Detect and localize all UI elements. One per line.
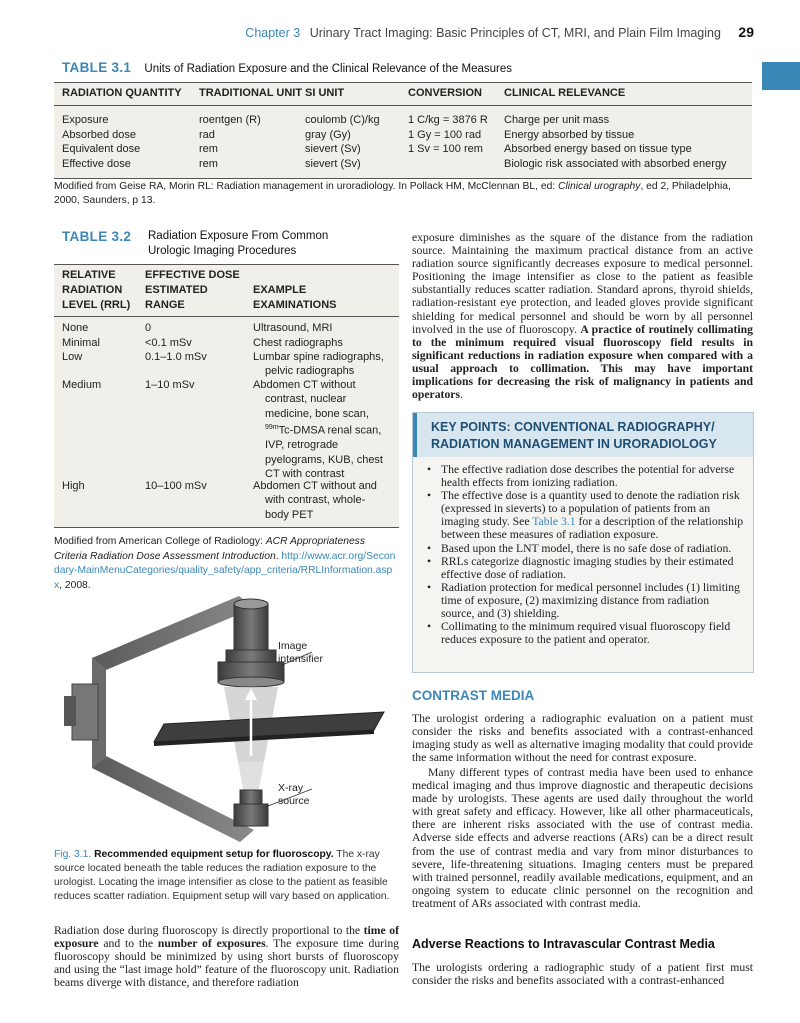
list-item: • RRLs categorize diagnostic imaging studies by their estimated effective dose of radiation. (427, 555, 745, 581)
body-paragraph (54, 924, 399, 989)
table-3-1-label: TABLE 3.1 (62, 60, 132, 75)
table-header-cell (145, 268, 240, 313)
table-3-2-label: TABLE 3.2 (62, 229, 132, 244)
table-3-2 (54, 264, 399, 528)
table-header-cell: CLINICAL RELEVANCE (504, 87, 626, 99)
table-row (54, 157, 752, 172)
table-cell: Ultrasound, MRI (253, 322, 333, 334)
table-cell: Absorbed energy based on tissue type (504, 143, 692, 156)
fluoroscopy-figure (54, 584, 399, 846)
example-line: Lumbar spine radiographs, (253, 351, 384, 363)
text-run: . (460, 388, 463, 402)
table-cell: coulomb (C)/kg (305, 114, 380, 126)
table-cell: Equivalent dose (62, 143, 141, 156)
key-points-heading (413, 413, 753, 457)
footnote-text: Modified from Geise RA, Morin RL: Radiation management in uroradiology. In Pollack HM, McClennan BL, ed: (54, 181, 559, 192)
table-header-cell (253, 283, 337, 313)
emphasis: time of exposure (54, 924, 399, 951)
caption-text: The x-ray source located beneath the table reduces the radiation exposure to the urologist. Locating the image intensifier as close to the patient as feasible reduces scatter radiation. Equipment setup will vary based on application. (54, 849, 390, 902)
header-line: EXAMPLE (253, 284, 307, 296)
table-cell: Minimal (62, 337, 100, 349)
table-header-row (62, 268, 399, 314)
table-cell: Low (62, 351, 83, 363)
table-cell: Biologic risk associated with absorbed energy (504, 158, 727, 171)
table-header-cell: SI UNIT (305, 87, 345, 99)
table-cell: gray (Gy) (305, 128, 351, 141)
footnote-text: Modified from American College of Radiology: (54, 536, 266, 547)
example-line (253, 421, 398, 438)
running-head (245, 24, 754, 40)
header-line: RADIATION (62, 284, 123, 296)
example-line: contrast, nuclear (265, 393, 347, 406)
table-cell: Charge per unit mass (504, 114, 610, 126)
text-run: Radiation dose during fluoroscopy is directly proportional to the (54, 924, 364, 937)
label-line: intensifier (278, 653, 323, 665)
table-cell: Absorbed dose (62, 128, 136, 141)
x-ray-source-label (278, 782, 310, 808)
table-cell: <0.1 mSv (145, 337, 192, 349)
list-item (427, 489, 745, 541)
table-cell: Effective dose (62, 158, 131, 171)
table-divider (54, 316, 399, 317)
table-cell: rem (199, 143, 218, 156)
example-line: IVP, retrograde (265, 439, 339, 452)
header-line: EFFECTIVE DOSE (145, 269, 240, 281)
x-ray-source-icon (234, 790, 268, 826)
table-3-1-title (62, 60, 512, 75)
footnote-text: . (275, 550, 282, 562)
example-line: body PET (265, 508, 314, 521)
table-cell: None (62, 322, 89, 334)
header-line: LEVEL (RRL) (62, 299, 131, 311)
label-line: X-ray (278, 782, 304, 794)
table-cell: sievert (Sv) (305, 158, 361, 171)
table-cell (253, 350, 398, 379)
footnote-book-title: Clinical urography (558, 181, 641, 192)
page-number: 29 (738, 24, 754, 40)
emphasis: A practice of routinely collimating to the minimum required visual fluoroscopy field results in significant reductions in radiation exposure when compared with a usual approach to collimation. This may have important implications for decreasing the risk of malignancy in patients and operators (412, 322, 753, 402)
header-line: ESTIMATED (145, 284, 208, 296)
table-header-cell: RADIATION QUANTITY (62, 87, 182, 99)
body-paragraph: The urologists ordering a radiographic study of a patient first must consider the risks and benefits associated with a contrast-enhanced (412, 961, 753, 988)
example-line: with contrast, whole- (265, 494, 366, 507)
table-row (54, 128, 752, 143)
caption-lead: Recommended equipment setup for fluoroscopy. (94, 849, 334, 860)
chapter-label: Chapter 3 (245, 26, 301, 40)
text-run: . The exposure time during fluoroscopy should be minimized by using short bursts of fluoroscopy and using the “last image hold” feature of the fluoroscopy unit. Radiation beams diverge with distance, and therefore radiation (54, 937, 400, 990)
example-line: pelvic radiographs (265, 365, 355, 378)
text-run: exposure diminishes as the square of the distance from the radiation source. Maintaining the maximum practical distance from an active radiation source significantly decreases exposure to medical personnel. Positioning the image intensifier as close to the patient as feasible substantially reduces scatter radiation. Standard aprons, thyroid shields, radiation-resistant eye protection, and leaded gloves provide significant shielding for medical personnel and should be worn by all personnel involved in the use of fluoroscopy. (412, 231, 753, 336)
table-3-1-footnote (54, 180, 754, 208)
chapter-edge-tab (762, 62, 800, 90)
table-row (54, 142, 752, 157)
header-line: EXAMINATIONS (253, 299, 337, 311)
heading-line: RADIATION MANAGEMENT IN URORADIOLOGY (431, 437, 717, 451)
list-item: • Collimating to the minimum required visual fluoroscopy field reduces exposure to the patient and operator. (427, 620, 745, 646)
table-cell: High (62, 480, 85, 492)
table-cell (253, 378, 398, 482)
body-paragraph (412, 231, 753, 401)
text-run: and to the (98, 937, 158, 951)
table-row (54, 113, 752, 128)
list-item: • The effective radiation dose describes the potential for adverse health effects from ionizing radiation. (427, 463, 745, 489)
label-line: Image (278, 640, 308, 652)
table-cell: 0.1–1.0 mSv (145, 351, 207, 363)
key-points-list (413, 457, 753, 646)
list-item: • Radiation protection for medical personnel includes (1) limiting time of exposure, (2) maximizing distance from radiation source, and (3) shielding. (427, 581, 745, 620)
table-header-cell (62, 268, 130, 313)
c-arm (64, 596, 254, 842)
table-header-row (54, 83, 752, 106)
table-cell: rad (199, 128, 215, 141)
table-cell: roentgen (R) (199, 114, 261, 126)
figure-label: Fig. 3.1. (54, 849, 92, 860)
table-cell: 0 (145, 322, 152, 334)
emphasis: number of exposures (157, 937, 266, 951)
acr-url-link[interactable]: http://www.acr.org/Secondary-MainMenuCategories/quality_safety/app_criteria/RRLInformation.aspx (54, 550, 396, 591)
contrast-media-heading: CONTRAST MEDIA (412, 688, 535, 703)
table-3-2-title (62, 229, 402, 259)
list-item: • Based upon the LNT model, there is no safe dose of radiation. (427, 542, 745, 555)
footnote-source-title: ACR Appropriateness Criteria Radiation Dose Assessment Introduction (54, 536, 365, 562)
table-cell: Exposure (62, 114, 109, 126)
body-paragraph: Many different types of contrast media have been used to enhance medical imaging and thus improve diagnostic and therapeutic decisions made by urologists. These agents are used daily throughout the world with great safety and efficacy. However, like all other pharmaceuticals, there are inherent risks associated with the use of contrast media. Adverse side effects and adverse reactions (ARs) can be a direct result from the use of contrast media and vary from minor disturbances to severe, life-threatening situations. Imaging centers must be prepared with trained personnel, readily available medications, equipment, and an ongoing system to educate clinic personnel on the recognition and treatment of ARs associated with contrast media. (412, 766, 753, 910)
table-cell: 1 Gy = 100 rad (408, 128, 482, 141)
example-text: Tc-DMSA renal scan, (278, 424, 382, 437)
table-3-2-caption-line: Radiation Exposure From Common (148, 230, 329, 242)
key-points-box (412, 412, 754, 673)
table-cell: 10–100 mSv (145, 480, 207, 492)
table-cell: Chest radiographs (253, 337, 343, 349)
table-header-cell: TRADITIONAL UNIT (199, 87, 303, 99)
body-paragraph: The urologist ordering a radiographic evaluation on a patient must consider the risks and benefits associated with a contrast-enhanced imaging study as well as alternative imaging modality that could provide the same information without the need for contrast exposure. (412, 712, 753, 765)
isotope-superscript: 99m (265, 424, 279, 432)
example-line: Abdomen CT without and (253, 480, 377, 492)
example-line: Abdomen CT without (253, 379, 356, 391)
table-body (54, 106, 752, 178)
table-header-cell: CONVERSION (408, 87, 482, 99)
table-cell: Medium (62, 379, 102, 391)
table-cell: Energy absorbed by tissue (504, 128, 635, 141)
table-3-1-caption: Units of Radiation Exposure and the Clinical Relevance of the Measures (144, 63, 512, 75)
label-line: source (278, 795, 310, 807)
adverse-reactions-heading: Adverse Reactions to Intravascular Contrast Media (412, 937, 715, 951)
example-line: medicine, bone scan, (265, 407, 369, 420)
fluoroscopy-setup-illustration (54, 584, 399, 846)
figure-caption (54, 848, 399, 904)
table-cell (408, 157, 504, 172)
table-cell: rem (199, 158, 218, 171)
table-cell (253, 479, 398, 522)
text-run: for a description of the relationship between these measures of radiation exposure. (441, 515, 744, 542)
table-cell: 1 C/kg = 3876 R (408, 114, 488, 126)
header-line: RELATIVE (62, 269, 116, 281)
table-3-1-link[interactable]: Table 3.1 (532, 515, 576, 529)
chapter-title: Urinary Tract Imaging: Basic Principles of CT, MRI, and Plain Film Imaging (309, 26, 721, 40)
table-cell: 1 Sv = 100 rem (408, 143, 483, 156)
example-line: CT with contrast (265, 468, 345, 481)
text-run: The effective dose is a quantity used to denote the radiation risk (expressed in sieverts) to a population of patients from an imaging study. See (441, 489, 740, 529)
example-line: pyelograms, KUB, chest (265, 453, 383, 466)
image-intensifier-label (278, 640, 323, 666)
footnote-text: , 2008. (59, 579, 91, 591)
header-line: RANGE (145, 299, 185, 311)
table-3-2-caption-line: Urologic Imaging Procedures (148, 245, 297, 257)
table-cell: sievert (Sv) (305, 143, 361, 156)
heading-line: KEY POINTS: CONVENTIONAL RADIOGRAPHY/ (431, 420, 715, 434)
footnote-text: , ed 2, Philadelphia, 2000, Saunders, p 13. (54, 181, 731, 206)
table-cell: 1–10 mSv (145, 379, 195, 391)
table-3-1 (54, 82, 752, 179)
